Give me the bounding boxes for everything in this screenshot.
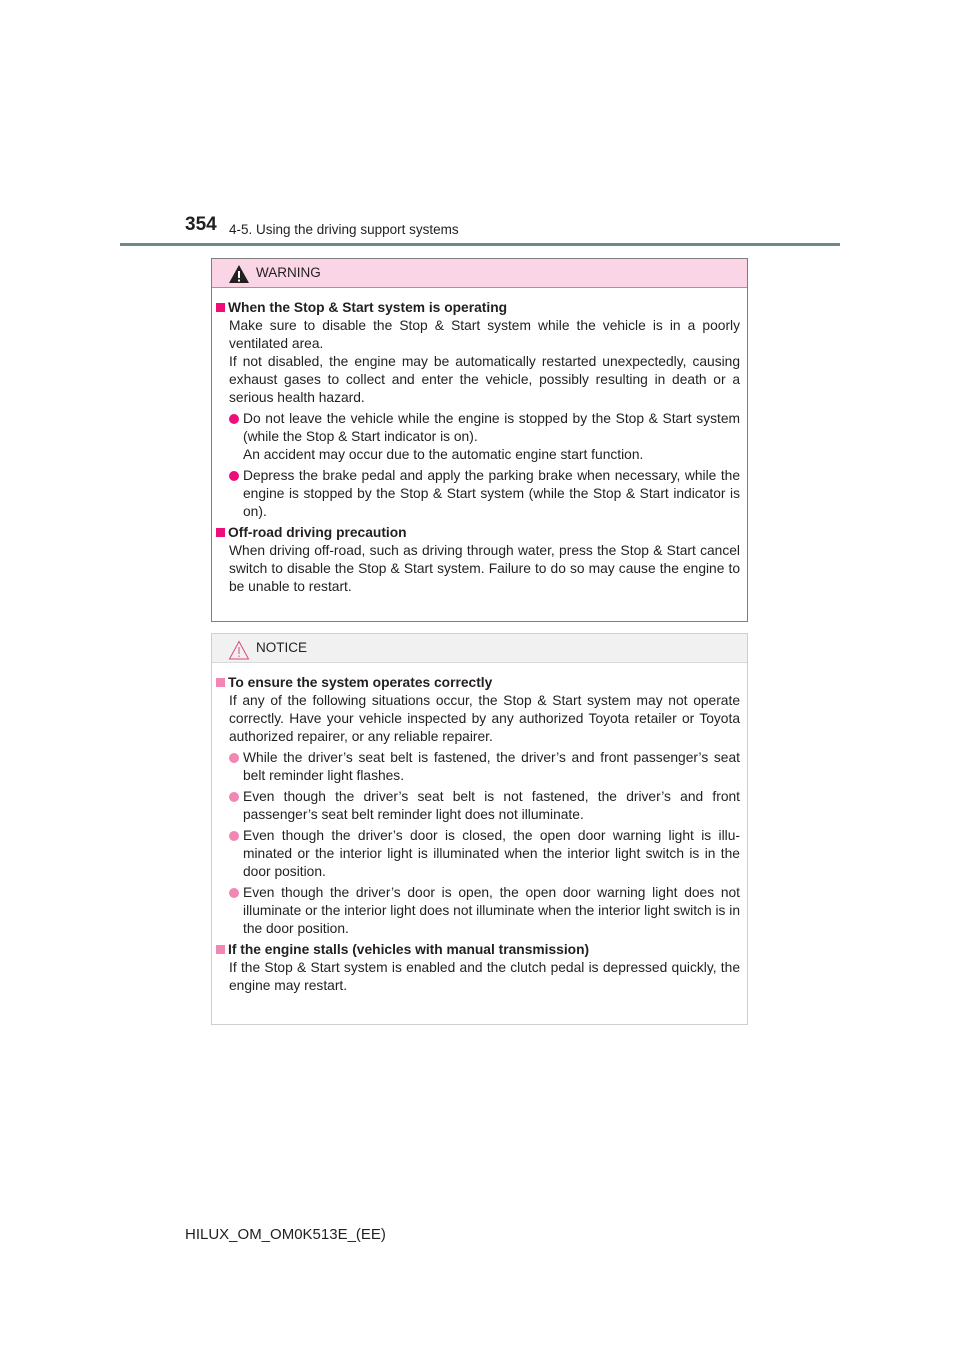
notice-body [212,663,747,995]
notice-box [211,633,748,1025]
item-heading: To ensure the system operates correctly [216,674,740,692]
page-number: 354 [185,214,217,235]
warning-triangle-icon [228,264,250,284]
item-heading: If the engine stalls (vehicles with manual transmission) [216,941,740,959]
warning-item [216,524,740,596]
item-text: Make sure to disable the Stop & Start system while the vehicle is in a poorly ventilated area. [229,318,740,351]
item-heading: When the Stop & Start system is operating [216,299,740,317]
item-text: If the Stop & Start system is enabled and the clutch pedal is depressed quickly, the engine may restart. [229,960,740,993]
item-text: If any of the following situations occur, the Stop & Start system may not operate correctly. Have your vehicle inspected by any authorized Toyota retailer or Toyota authorized repairer, or any reliable repairer. [229,693,740,744]
warning-body [212,288,747,596]
bullet-item: Depress the brake pedal and apply the parking brake when necessary, while the engine is stopped by the Stop & Start system (while the Stop & Start indicator is on). [216,467,740,521]
notice-item [216,674,740,938]
notice-triangle-icon [228,640,250,660]
item-heading: Off-road driving precaution [216,524,740,542]
warning-label: WARNING [256,265,321,280]
document-code: HILUX_OM_OM0K513E_(EE) [185,1226,386,1243]
bullet-text: Do not leave the vehicle while the engine is stopped by the Stop & Start system (while the Stop & Start indicator is on). [243,411,740,444]
notice-label: NOTICE [256,640,308,655]
warning-item [216,299,740,521]
bullet-item [216,410,740,464]
section-title: 4-5. Using the driving support systems [229,222,459,237]
bullet-item: While the driver’s seat belt is fastened, the driver’s and front passenger’s seat belt reminder light flashes. [216,749,740,785]
bullet-item: Even though the driver’s seat belt is not fastened, the driver’s and front passenger’s seat belt reminder light does not illuminate. [216,788,740,824]
notice-header [212,634,747,663]
bullet-item: Even though the driver’s door is open, the open door warning light does not illuminate or the interior light does not illuminate when the interior light switch is in the door position. [216,884,740,938]
header-rule [120,243,840,246]
item-text: If not disabled, the engine may be automatically restarted unexpectedly, causing exhaust gases to collect and enter the vehicle, possibly resulting in death or a serious health hazard. [229,354,740,405]
notice-item [216,941,740,995]
item-text: When driving off-road, such as driving through water, press the Stop & Start cancel switch to disable the Stop & Start system. Failure to do so may cause the engine to be unable to restart. [229,543,740,594]
bullet-subtext: An accident may occur due to the automatic engine start function. [243,447,644,462]
warning-header [212,259,747,288]
bullet-item: Even though the driver’s door is closed, the open door warning light is illu-minated or the interior light is illuminated when the interior light switch is in the door position. [216,827,740,881]
warning-box [211,258,748,622]
